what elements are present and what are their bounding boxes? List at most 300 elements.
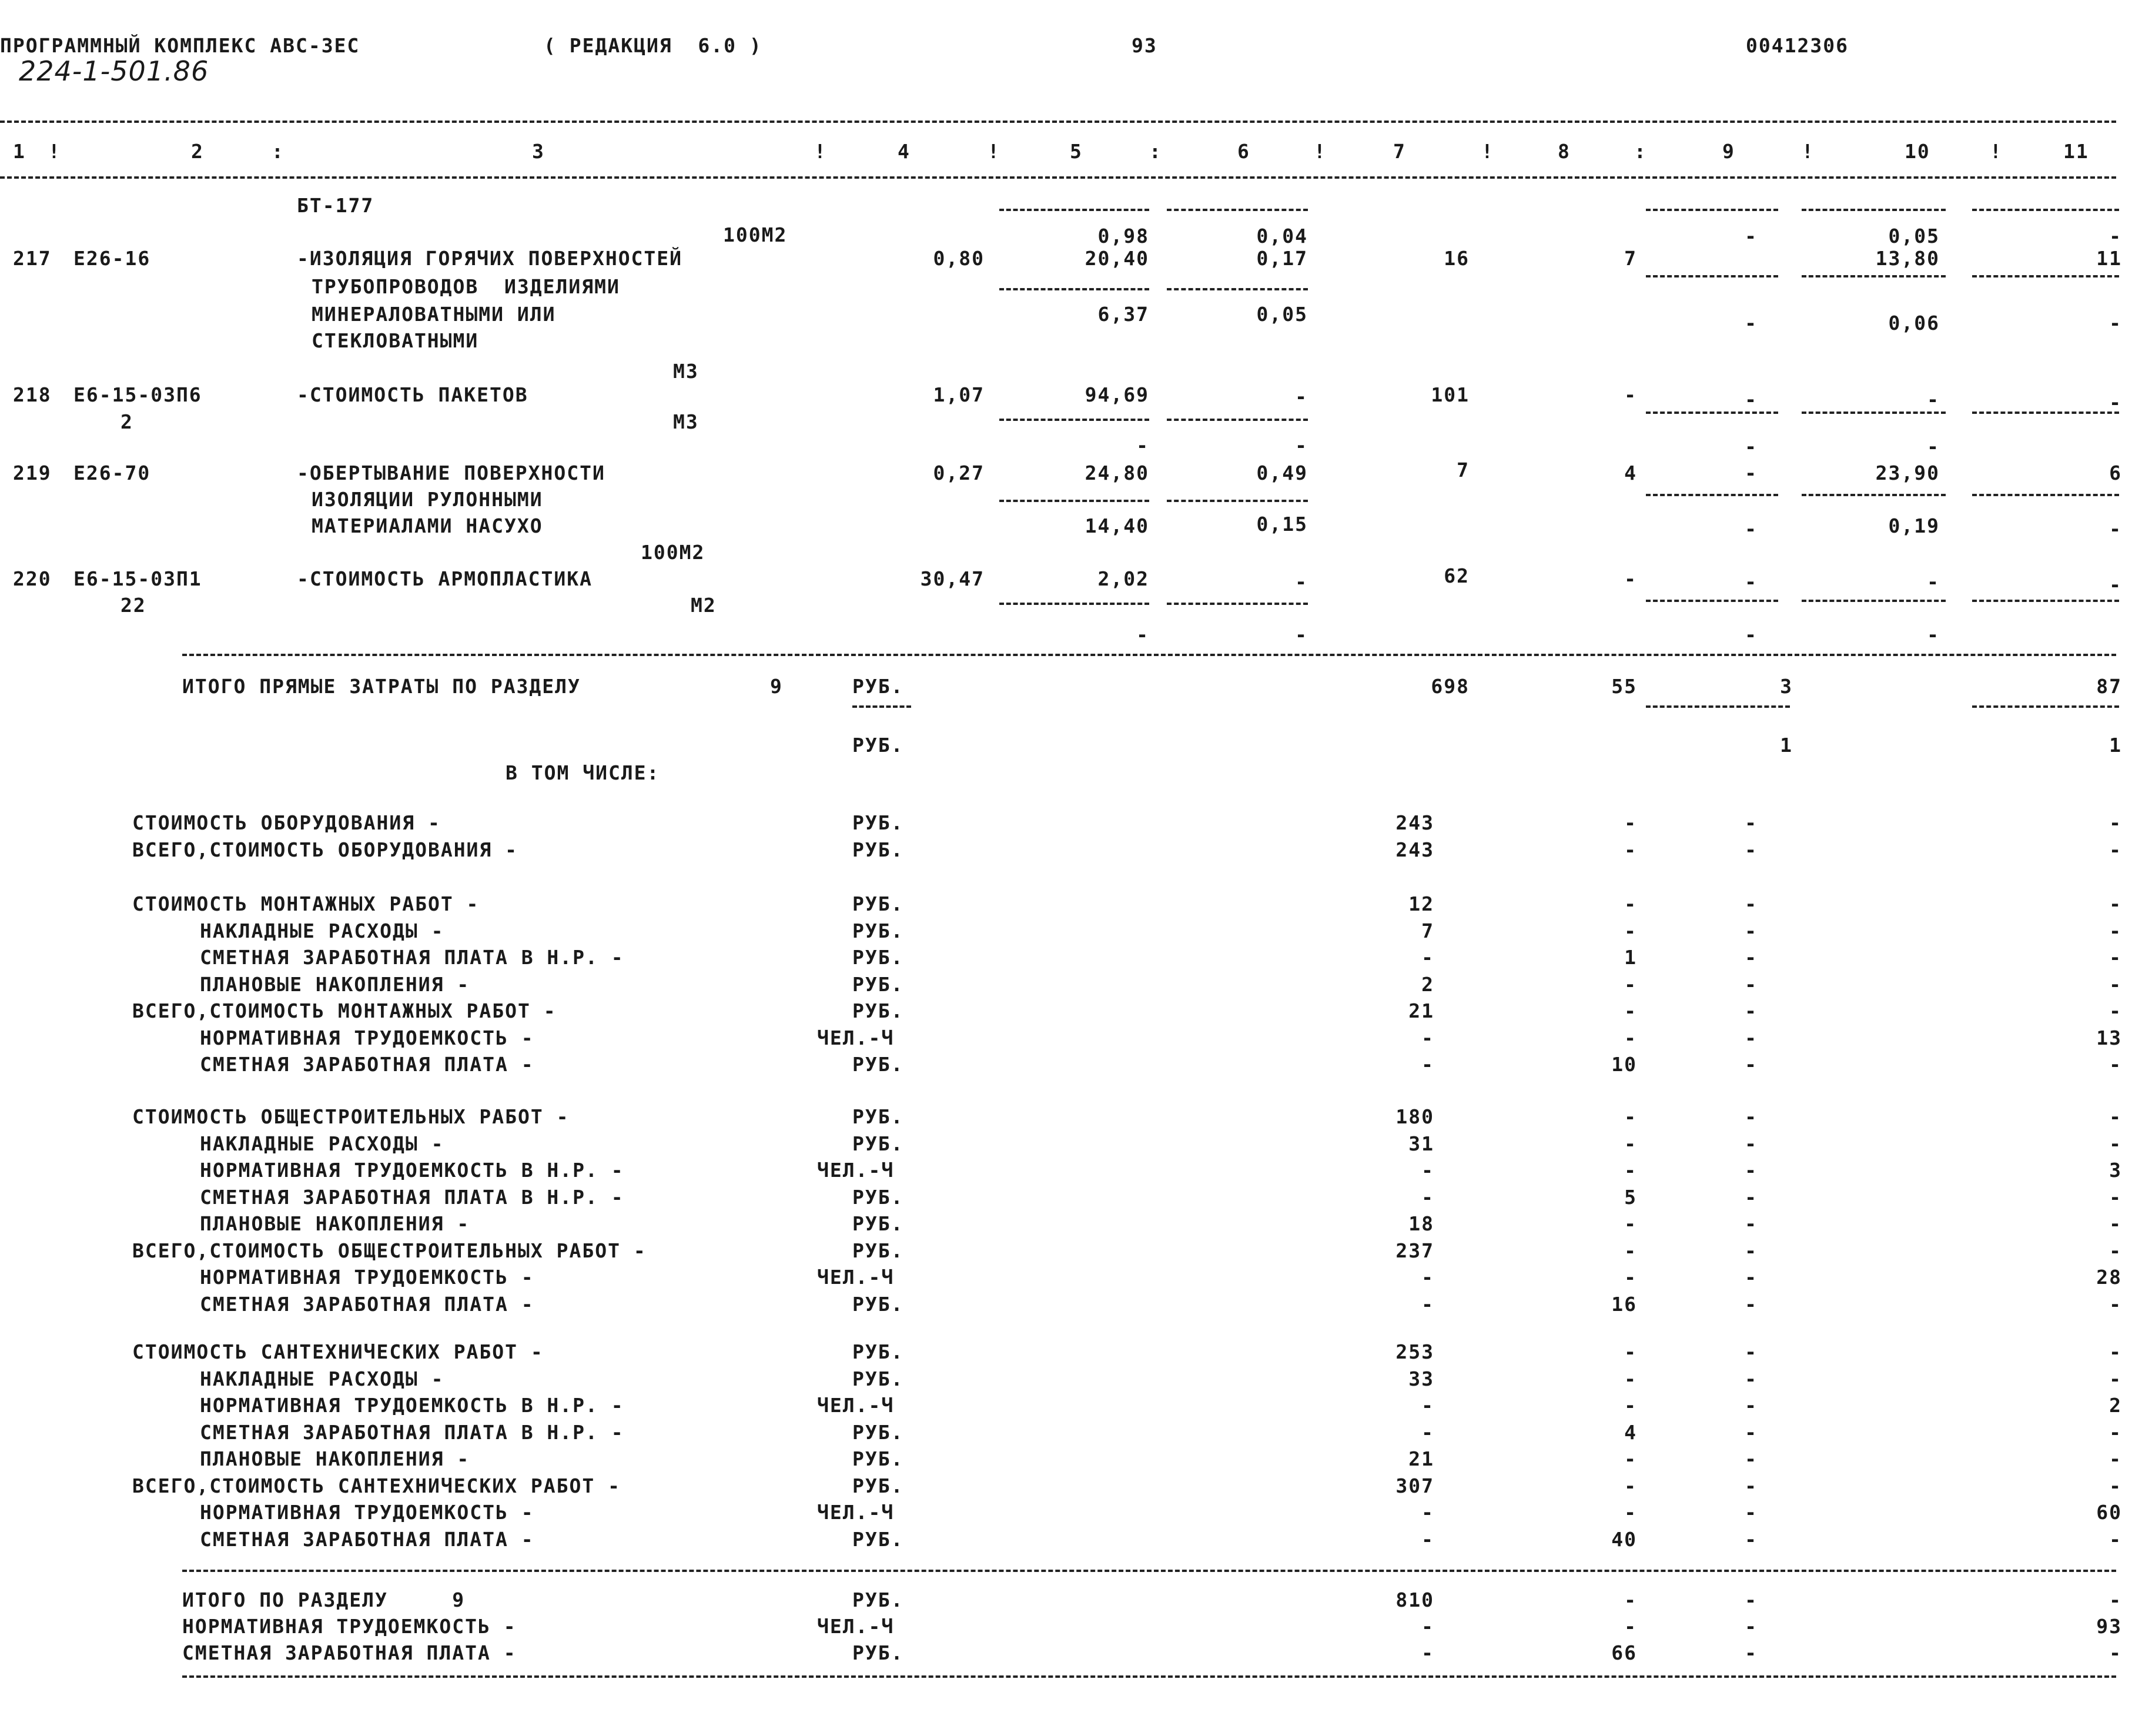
summary-line-label: ВСЕГО,СТОИМОСТЬ ОБОРУДОВАНИЯ - <box>132 838 518 861</box>
cell-col10-bottom: 0,06 <box>1888 312 1940 335</box>
cell-col10-mid: 13,80 <box>1875 247 1940 270</box>
summary-line-col8: 16 <box>1611 1292 1637 1316</box>
summary-line-col8: - <box>1624 999 1637 1022</box>
cell-col9-bottom: - <box>1745 312 1758 335</box>
summary-line-label: СТОИМОСТЬ САНТЕХНИЧЕСКИХ РАБОТ - <box>132 1340 544 1363</box>
final-total-col8: - <box>1624 1588 1637 1611</box>
program-title: ПРОГРАММНЫЙ КОМПЛЕКС АВС-3ЕС <box>0 34 360 57</box>
summary-line-col9: - <box>1745 1501 1758 1524</box>
cell-col5-bottom: 6,37 <box>1097 303 1149 326</box>
summary-line-unit: РУБ. <box>852 1447 904 1470</box>
summary-line-col8: - <box>1624 919 1637 942</box>
summary-line-col8: 10 <box>1611 1053 1637 1076</box>
summary-line-col9: - <box>1745 838 1758 861</box>
item-unit: 100М2 <box>723 223 788 246</box>
summary-line-label: СТОИМОСТЬ ОБЩЕСТРОИТЕЛЬНЫХ РАБОТ - <box>132 1105 570 1128</box>
subcell-rule <box>999 500 1149 502</box>
summary-line-col7: - <box>1421 1394 1434 1417</box>
header-bottom-rule <box>0 176 2116 179</box>
cell-col7: 101 <box>1431 383 1470 406</box>
direct-costs-label: ИТОГО ПРЯМЫЕ ЗАТРАТЫ ПО РАЗДЕЛУ <box>182 675 581 698</box>
summary-line-label: СМЕТНАЯ ЗАРАБОТНАЯ ПЛАТА В Н.Р. - <box>200 1420 624 1444</box>
summary-line-col8: 5 <box>1624 1185 1637 1209</box>
summary-line-col7: 21 <box>1408 999 1434 1022</box>
section-rule <box>182 1675 2116 1678</box>
cell-col4: 0,80 <box>933 247 985 270</box>
summary-line-unit: РУБ. <box>852 999 904 1022</box>
summary-line-col9: - <box>1745 1420 1758 1444</box>
summary-line-unit: РУБ. <box>852 1132 904 1155</box>
column-header-9: 9 <box>1722 140 1735 163</box>
column-header-11: 11 <box>2063 140 2089 163</box>
summary-line-col11: - <box>2109 1474 2122 1497</box>
subcell-rule <box>1802 275 1946 277</box>
summary-line-unit: РУБ. <box>852 972 904 996</box>
summary-line-label: СМЕТНАЯ ЗАРАБОТНАЯ ПЛАТА - <box>200 1053 534 1076</box>
summary-line-label: ВСЕГО,СТОИМОСТЬ ОБЩЕСТРОИТЕЛЬНЫХ РАБОТ - <box>132 1239 647 1262</box>
subcell-rule <box>1802 600 1946 602</box>
summary-line-col8: - <box>1624 1132 1637 1155</box>
summary-line-col11: - <box>2109 1185 2122 1209</box>
summary-line-unit: РУБ. <box>852 1239 904 1262</box>
cell-col5: 94,69 <box>1085 383 1149 406</box>
item-unit: М3 <box>673 360 699 383</box>
column-header-10: 10 <box>1905 140 1930 163</box>
summary-line-col8: - <box>1624 1367 1637 1390</box>
final-total-col8: 66 <box>1611 1641 1637 1664</box>
summary-line-unit: РУБ. <box>852 838 904 861</box>
item-description-line: ТРУБОПРОВОДОВ ИЗДЕЛИЯМИ <box>312 275 620 298</box>
column-separator: ! <box>1802 140 1815 163</box>
summary-line-col11: - <box>2109 1132 2122 1155</box>
cell-col10-top: 0,05 <box>1888 225 1940 247</box>
summary-line-col8: 4 <box>1624 1420 1637 1444</box>
final-total-col7: - <box>1421 1641 1434 1664</box>
summary-line-col7: 2 <box>1421 972 1434 996</box>
cell-col6-top: - <box>1295 434 1308 457</box>
direct-costs-section: 9 <box>770 675 783 698</box>
column-header-5: 5 <box>1070 140 1083 163</box>
summary-line-label: НОРМАТИВНАЯ ТРУДОЕМКОСТЬ - <box>200 1026 534 1049</box>
final-total-col7: - <box>1421 1615 1434 1638</box>
item-code: Е26-70 <box>73 461 151 484</box>
summary-line-col8: - <box>1624 811 1637 834</box>
summary-line-col7: 33 <box>1408 1367 1434 1390</box>
item-unit: М3 <box>673 410 699 433</box>
summary-line-col9: - <box>1745 999 1758 1022</box>
column-header-8: 8 <box>1558 140 1571 163</box>
summary-line-col11: 2 <box>2109 1394 2122 1417</box>
cell-col11-bottom: - <box>2109 517 2122 540</box>
direct-costs-col9-man: 1 <box>1780 734 1793 757</box>
summary-line-col8: - <box>1624 1239 1637 1262</box>
final-total-col11: - <box>2109 1588 2122 1611</box>
cell-col9-bottom: - <box>1745 517 1758 540</box>
summary-line-col7: - <box>1421 1420 1434 1444</box>
cell-col8: - <box>1624 383 1637 406</box>
item-description-line: СТЕКЛОВАТНЫМИ <box>312 329 479 352</box>
summary-line-col11: - <box>2109 1053 2122 1076</box>
cell-col11-bottom: - <box>2109 312 2122 335</box>
summary-line-col9: - <box>1745 1053 1758 1076</box>
page-number: 93 <box>1132 34 1157 57</box>
summary-line-col8: - <box>1624 1212 1637 1235</box>
summary-line-col7: - <box>1421 1053 1434 1076</box>
item-number: 217 <box>13 247 52 270</box>
summary-line-col8: - <box>1624 1447 1637 1470</box>
summary-line-label: НАКЛАДНЫЕ РАСХОДЫ - <box>200 1367 444 1390</box>
cell-col9: - <box>1745 570 1758 593</box>
cell-col11-mid: 11 <box>2096 247 2122 270</box>
cell-col9-top: - <box>1745 435 1758 458</box>
summary-line-label: СМЕТНАЯ ЗАРАБОТНАЯ ПЛАТА В Н.Р. - <box>200 946 624 969</box>
direct-costs-col9: 3 <box>1780 675 1793 698</box>
summary-line-col11: 28 <box>2096 1266 2122 1289</box>
direct-costs-col7: 698 <box>1431 675 1470 698</box>
item-description-line: ИЗОЛЯЦИИ РУЛОННЫМИ <box>312 488 543 511</box>
cell-col6-mid: 0,49 <box>1256 461 1308 484</box>
summary-line-col9: - <box>1745 1527 1758 1551</box>
summary-line-col7: - <box>1421 1159 1434 1182</box>
summary-line-col11: - <box>2109 946 2122 969</box>
item-description-line: -ИЗОЛЯЦИЯ ГОРЯЧИХ ПОВЕРХНОСТЕЙ <box>297 247 683 270</box>
subcell-rule <box>1167 288 1308 290</box>
subcell-rule <box>1646 275 1778 277</box>
summary-line-col11: - <box>2109 1527 2122 1551</box>
summary-line-col9: - <box>1745 946 1758 969</box>
summary-line-label: НАКЛАДНЫЕ РАСХОДЫ - <box>200 1132 444 1155</box>
cell-col5-bottom: - <box>1136 623 1149 646</box>
item-number: 220 <box>13 567 52 590</box>
cell-col10-bottom: - <box>1927 623 1940 646</box>
summary-line-col8: - <box>1624 1105 1637 1128</box>
summary-line-col7: 31 <box>1408 1132 1434 1155</box>
item-description-line: -ОБЕРТЫВАНИЕ ПОВЕРХНОСТИ <box>297 461 605 484</box>
summary-line-col9: - <box>1745 1340 1758 1363</box>
subcell-rule <box>1972 494 2119 496</box>
summary-line-col8: - <box>1624 1501 1637 1524</box>
item-code-continuation: 2 <box>121 410 133 433</box>
column-separator: : <box>272 140 285 163</box>
summary-line-unit: РУБ. <box>852 1105 904 1128</box>
summary-line-unit: РУБ. <box>852 1420 904 1444</box>
summary-line-unit: РУБ. <box>852 1367 904 1390</box>
summary-line-label: НОРМАТИВНАЯ ТРУДОЕМКОСТЬ В Н.Р. - <box>200 1159 624 1182</box>
cell-col10: - <box>1927 388 1940 411</box>
cell-col8: 7 <box>1624 247 1637 270</box>
summary-line-unit: ЧЕЛ.-Ч <box>817 1394 895 1417</box>
summary-line-col11: - <box>2109 811 2122 834</box>
subcell-rule <box>1646 494 1778 496</box>
summary-line-col11: - <box>2109 1447 2122 1470</box>
summary-line-col11: - <box>2109 892 2122 915</box>
summary-line-col7: - <box>1421 1527 1434 1551</box>
item-unit: 100М2 <box>641 541 705 564</box>
subcell-rule <box>1646 600 1778 602</box>
summary-line-col8: - <box>1624 1026 1637 1049</box>
column-header-7: 7 <box>1393 140 1406 163</box>
summary-line-label: СТОИМОСТЬ МОНТАЖНЫХ РАБОТ - <box>132 892 480 915</box>
cell-col6: - <box>1295 570 1308 593</box>
subcell-rule <box>1972 275 2119 277</box>
cell-col7: 7 <box>1457 459 1470 481</box>
subcell-rule <box>1972 705 2119 708</box>
subcell-rule <box>999 209 1149 211</box>
column-separator: ! <box>988 140 1000 163</box>
section-rule <box>182 654 2116 656</box>
summary-line-label: НАКЛАДНЫЕ РАСХОДЫ - <box>200 919 444 942</box>
item-number: 218 <box>13 383 52 406</box>
summary-line-col7: - <box>1421 1026 1434 1049</box>
subcell-rule <box>1972 600 2119 602</box>
summary-line-unit: ЧЕЛ.-Ч <box>817 1266 895 1289</box>
summary-line-col11: - <box>2109 1420 2122 1444</box>
item-unit: М2 <box>691 594 717 617</box>
summary-line-col8: - <box>1624 1474 1637 1497</box>
summary-line-unit: РУБ. <box>852 811 904 834</box>
summary-line-unit: РУБ. <box>852 1340 904 1363</box>
summary-line-col11: 60 <box>2096 1501 2122 1524</box>
summary-line-col11: 13 <box>2096 1026 2122 1049</box>
cell-col11-mid: 6 <box>2109 461 2122 484</box>
summary-line-col11: - <box>2109 1239 2122 1262</box>
summary-line-unit: РУБ. <box>852 1053 904 1076</box>
cell-col6-bottom: 0,05 <box>1256 303 1308 326</box>
summary-line-col7: 18 <box>1408 1212 1434 1235</box>
cell-col8: - <box>1624 567 1637 590</box>
summary-line-unit: РУБ. <box>852 1185 904 1209</box>
summary-line-col11: - <box>2109 838 2122 861</box>
summary-line-unit: РУБ. <box>852 1474 904 1497</box>
cell-col6-bottom: 0,15 <box>1256 513 1308 536</box>
summary-line-unit: РУБ. <box>852 892 904 915</box>
cell-col5-top: 0,98 <box>1097 225 1149 247</box>
summary-line-col9: - <box>1745 1185 1758 1209</box>
direct-costs-unit: РУБ. <box>852 734 904 757</box>
cell-col11: - <box>2109 391 2122 414</box>
summary-line-col9: - <box>1745 1105 1758 1128</box>
cell-col4: 1,07 <box>933 383 985 406</box>
final-total-col9: - <box>1745 1641 1758 1664</box>
edition-label: ( РЕДАКЦИЯ 6.0 ) <box>544 34 762 57</box>
summary-line-unit: РУБ. <box>852 1292 904 1316</box>
summary-line-col7: - <box>1421 1185 1434 1209</box>
cell-col11: - <box>2109 573 2122 596</box>
summary-line-col9: - <box>1745 1159 1758 1182</box>
cell-col5-bottom: 14,40 <box>1085 514 1149 537</box>
cell-col6-mid: 0,17 <box>1256 247 1308 270</box>
summary-line-col8: 40 <box>1611 1527 1637 1551</box>
header-top-rule <box>0 121 2116 123</box>
final-total-unit: РУБ. <box>852 1588 904 1611</box>
summary-line-col7: 12 <box>1408 892 1434 915</box>
summary-line-col9: - <box>1745 1132 1758 1155</box>
summary-line-col9: - <box>1745 1447 1758 1470</box>
final-total-unit: ЧЕЛ.-Ч <box>817 1615 895 1638</box>
summary-line-col7: - <box>1421 1292 1434 1316</box>
item-description-line: МИНЕРАЛОВАТНЫМИ ИЛИ <box>312 303 556 326</box>
handwritten-project-code: 224-1-501.86 <box>19 55 209 87</box>
summary-line-label: ПЛАНОВЫЕ НАКОПЛЕНИЯ - <box>200 1212 470 1235</box>
item-code: Е6-15-03П1 <box>73 567 202 590</box>
final-total-label: НОРМАТИВНАЯ ТРУДОЕМКОСТЬ - <box>182 1615 517 1638</box>
subcell-rule <box>1972 412 2119 414</box>
subcell-rule <box>1802 412 1946 414</box>
summary-line-label: НОРМАТИВНАЯ ТРУДОЕМКОСТЬ - <box>200 1266 534 1289</box>
item-description-line: МАТЕРИАЛАМИ НАСУХО <box>312 514 543 537</box>
subcell-rule <box>999 288 1149 290</box>
document-code: 00412306 <box>1746 34 1849 57</box>
summary-line-col8: - <box>1624 972 1637 996</box>
cell-col9-mid: - <box>1745 461 1758 484</box>
cell-col5-top: - <box>1136 434 1149 457</box>
direct-costs-col8: 55 <box>1611 675 1637 698</box>
final-total-label: СМЕТНАЯ ЗАРАБОТНАЯ ПЛАТА - <box>182 1641 517 1664</box>
cell-col10-bottom: 0,19 <box>1888 514 1940 537</box>
including-label: В ТОМ ЧИСЛЕ: <box>506 761 660 784</box>
final-total-col9: - <box>1745 1615 1758 1638</box>
direct-costs-col11-man: 1 <box>2109 734 2122 757</box>
cell-col5: 2,02 <box>1097 567 1149 590</box>
item-description-line: -СТОИМОСТЬ ПАКЕТОВ <box>297 383 528 406</box>
summary-line-col9: - <box>1745 972 1758 996</box>
summary-line-col9: - <box>1745 811 1758 834</box>
summary-line-col9: - <box>1745 1239 1758 1262</box>
subcell-rule <box>1646 705 1790 708</box>
final-total-label: ИТОГО ПО РАЗДЕЛУ 9 <box>182 1588 466 1611</box>
summary-line-unit: РУБ. <box>852 1212 904 1235</box>
cell-col10-top: - <box>1927 435 1940 458</box>
final-total-unit: РУБ. <box>852 1641 904 1664</box>
column-separator: : <box>1634 140 1647 163</box>
summary-line-label: НОРМАТИВНАЯ ТРУДОЕМКОСТЬ В Н.Р. - <box>200 1394 624 1417</box>
subcell-rule <box>1167 419 1308 421</box>
summary-line-col8: - <box>1624 1394 1637 1417</box>
summary-line-col8: - <box>1624 1340 1637 1363</box>
summary-line-unit: ЧЕЛ.-Ч <box>817 1159 895 1182</box>
cell-col4: 30,47 <box>920 567 985 590</box>
summary-line-col8: - <box>1624 1159 1637 1182</box>
item-description-line: -СТОИМОСТЬ АРМОПЛАСТИКА <box>297 567 593 590</box>
summary-line-col7: - <box>1421 946 1434 969</box>
cell-col11-top: - <box>2109 225 2122 247</box>
direct-costs-col11: 87 <box>2096 675 2122 698</box>
summary-line-col11: - <box>2109 999 2122 1022</box>
item-code-continuation: 22 <box>121 594 146 617</box>
summary-line-col9: - <box>1745 892 1758 915</box>
final-total-col11: - <box>2109 1641 2122 1664</box>
item-code: Е26-16 <box>73 247 151 270</box>
cell-col7: 16 <box>1444 247 1470 270</box>
subcell-rule <box>1167 603 1308 605</box>
subcell-rule <box>1802 494 1946 496</box>
item-number: 219 <box>13 461 52 484</box>
summary-line-col9: - <box>1745 1292 1758 1316</box>
subcell-rule <box>1972 209 2119 211</box>
cell-col4: 0,27 <box>933 461 985 484</box>
summary-line-unit: РУБ. <box>852 1527 904 1551</box>
summary-line-col9: - <box>1745 919 1758 942</box>
item-description-line: БТ-177 <box>297 194 374 217</box>
summary-line-col7: 237 <box>1395 1239 1434 1262</box>
direct-costs-unit: РУБ. <box>852 675 904 698</box>
summary-line-unit: ЧЕЛ.-Ч <box>817 1026 895 1049</box>
subcell-rule <box>999 603 1149 605</box>
summary-line-label: НОРМАТИВНАЯ ТРУДОЕМКОСТЬ - <box>200 1501 534 1524</box>
cell-col9-bottom: - <box>1745 623 1758 646</box>
column-separator: ! <box>48 140 61 163</box>
subcell-rule <box>1802 209 1946 211</box>
summary-line-col11: - <box>2109 1212 2122 1235</box>
summary-line-col7: 253 <box>1395 1340 1434 1363</box>
summary-line-col7: - <box>1421 1266 1434 1289</box>
summary-line-col7: 243 <box>1395 838 1434 861</box>
summary-line-col9: - <box>1745 1367 1758 1390</box>
summary-line-unit: РУБ. <box>852 919 904 942</box>
summary-line-col11: - <box>2109 1340 2122 1363</box>
cell-col9-top: - <box>1745 225 1758 247</box>
summary-line-col8: - <box>1624 1266 1637 1289</box>
column-header-3: 3 <box>532 140 545 163</box>
summary-line-col11: - <box>2109 1292 2122 1316</box>
summary-line-col7: 21 <box>1408 1447 1434 1470</box>
summary-line-label: ВСЕГО,СТОИМОСТЬ МОНТАЖНЫХ РАБОТ - <box>132 999 557 1022</box>
cell-col6: - <box>1295 385 1308 408</box>
final-total-col8: - <box>1624 1615 1637 1638</box>
cell-col7: 62 <box>1444 564 1470 587</box>
summary-line-label: СМЕТНАЯ ЗАРАБОТНАЯ ПЛАТА - <box>200 1527 534 1551</box>
subcell-rule <box>1646 209 1778 211</box>
summary-line-col7: 7 <box>1421 919 1434 942</box>
summary-line-col11: - <box>2109 1367 2122 1390</box>
summary-line-col11: 3 <box>2109 1159 2122 1182</box>
summary-line-col7: 307 <box>1395 1474 1434 1497</box>
subcell-rule <box>1167 500 1308 502</box>
column-separator: ! <box>1990 140 2003 163</box>
summary-line-col7: - <box>1421 1501 1434 1524</box>
summary-line-label: СТОИМОСТЬ ОБОРУДОВАНИЯ - <box>132 811 441 834</box>
summary-line-col9: - <box>1745 1266 1758 1289</box>
final-total-col9: - <box>1745 1588 1758 1611</box>
cell-col6-bottom: - <box>1295 623 1308 646</box>
cell-col5-mid: 20,40 <box>1085 247 1149 270</box>
cell-col10: - <box>1927 570 1940 593</box>
summary-line-unit: РУБ. <box>852 946 904 969</box>
cell-col9: - <box>1745 388 1758 411</box>
subcell-rule <box>1646 412 1778 414</box>
final-total-col7: 810 <box>1395 1588 1434 1611</box>
summary-line-col9: - <box>1745 1212 1758 1235</box>
summary-line-col11: - <box>2109 919 2122 942</box>
subcell-rule <box>999 419 1149 421</box>
column-separator: ! <box>814 140 827 163</box>
item-code: Е6-15-03П6 <box>73 383 202 406</box>
summary-line-col8: - <box>1624 838 1637 861</box>
cell-col5-mid: 24,80 <box>1085 461 1149 484</box>
cell-col10-mid: 23,90 <box>1875 461 1940 484</box>
summary-line-label: ПЛАНОВЫЕ НАКОПЛЕНИЯ - <box>200 972 470 996</box>
summary-line-unit: ЧЕЛ.-Ч <box>817 1501 895 1524</box>
summary-line-col7: 243 <box>1395 811 1434 834</box>
column-header-4: 4 <box>898 140 911 163</box>
summary-line-label: СМЕТНАЯ ЗАРАБОТНАЯ ПЛАТА - <box>200 1292 534 1316</box>
unit-rule <box>852 705 911 708</box>
column-header-1: 1 <box>13 140 26 163</box>
summary-line-col11: - <box>2109 1105 2122 1128</box>
summary-line-col7: 180 <box>1395 1105 1434 1128</box>
summary-line-label: ПЛАНОВЫЕ НАКОПЛЕНИЯ - <box>200 1447 470 1470</box>
section-rule <box>182 1570 2116 1572</box>
